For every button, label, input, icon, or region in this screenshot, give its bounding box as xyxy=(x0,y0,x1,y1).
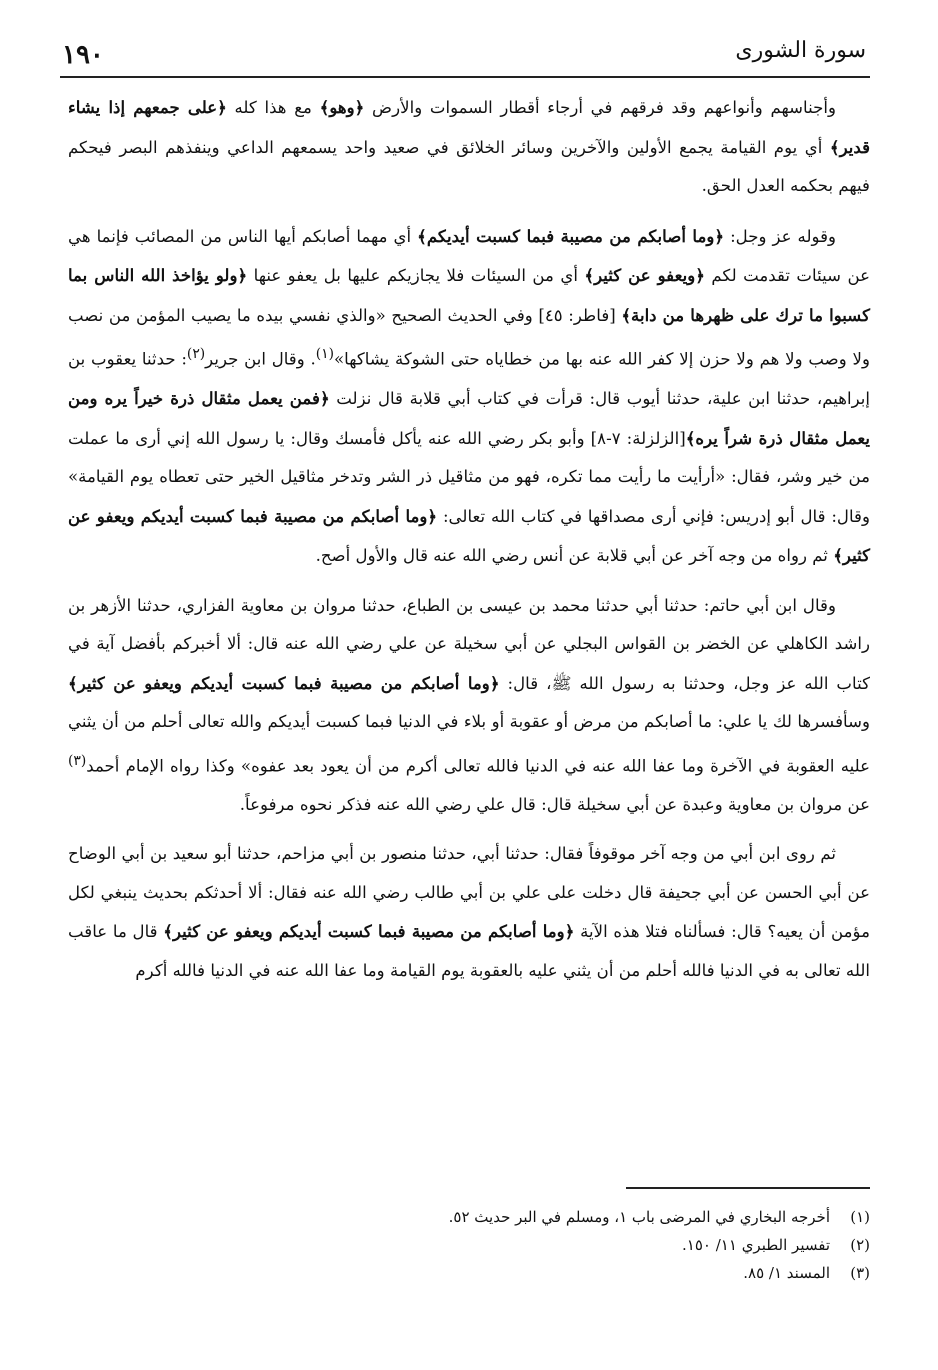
footnote-number: (١) xyxy=(850,1208,870,1226)
text-run: عن مروان بن معاوية وعبدة عن أبي سخيلة قال: قال علي رضي الله عنه فذكر نحوه مرفوعاً. xyxy=(239,794,870,814)
paragraph xyxy=(68,88,870,206)
footnote-ref: (١) xyxy=(315,346,335,362)
text-run: ثم رواه من وجه آخر عن أبي قلابة عن أنس رضي الله عنه قال والأول أصح. xyxy=(315,546,834,566)
text-run: وقوله عز وجل: xyxy=(724,226,837,246)
paragraph xyxy=(68,217,870,576)
footnote xyxy=(270,1231,870,1259)
footnote-number: (٣) xyxy=(850,1264,870,1282)
page-number: ١٩٠ xyxy=(62,40,104,70)
quran-verse: ﴿وما أصابكم من مصيبة فبما كسبت أيديكم ويعفو عن كثير﴾ xyxy=(68,505,870,566)
footnote-ref: (٣) xyxy=(68,752,87,769)
footnote-text: أخرجه البخاري في المرضى باب ١، ومسلم في البر حديث ٥٢. xyxy=(448,1208,830,1226)
footnote xyxy=(270,1203,870,1231)
quran-verse: ﴿وهو﴾ xyxy=(319,97,365,117)
text-run: . وقال ابن جرير xyxy=(205,349,316,369)
footnote xyxy=(270,1259,870,1287)
text-run: وقال ابن أبي حاتم: حدثنا أبي حدثنا محمد بن عيسى بن الطباع، حدثنا مروان بن معاوية الفزاري، حدثنا الأزهر بن راشد الكاهلي عن الخضر بن القواس البجلي عن أبي سخيلة عن علي رضي الله عنه قال: ألا أخبركم بأفضل آية في كتاب الله عز وجل، وحدثنا به رسول الله ﷺ، قال: xyxy=(68,595,870,693)
text-run: وأجناسهم وأنواعهم وقد فرقهم في أرجاء أقطار السموات والأرض xyxy=(364,98,836,117)
paragraph xyxy=(68,587,870,825)
main-text xyxy=(68,88,870,1001)
footnote-ref: (٢) xyxy=(186,346,206,362)
text-run: قال ما عاقب الله تعالى به في الدنيا فالله أحلم من أن يثني عليه بالعقوبة يوم القيامة وما عفا الله عنه في الدنيا فالله أكرم xyxy=(68,922,870,980)
quran-verse: ﴿وما أصابكم من مصيبة فبما كسبت أيديكم ويعفو عن كثير﴾ xyxy=(163,921,575,942)
quran-verse: ﴿وما أصابكم من مصيبة فبما كسبت أيديكم ويعفو عن كثير﴾ xyxy=(68,672,500,693)
footnotes xyxy=(270,1203,870,1287)
quran-verse: ﴿فمن يعمل مثقال ذرة خيراً يره ومن يعمل مثقال ذرة شراً يره﴾ xyxy=(68,388,870,448)
footnote-text: المسند ١/ ٨٥. xyxy=(743,1264,830,1282)
surah-title: سورة الشورى xyxy=(735,38,866,63)
text-run: أي يوم القيامة يجمع الأولين والآخرين وسائر الخلائق في صعيد واحد يسمعهم الداعي وينفذهم البصر فيحكم فيهم بحكمه العدل الحق. xyxy=(68,137,870,195)
text-run: وسأفسرها لك يا علي: ما أصابكم من مرض أو عقوبة أو بلاء في الدنيا فبما كسبت أيديكم والله تعالى أحلم من أن يثني عليه العقوبة في الآخرة وما عفا الله عنه في الدنيا فالله تعالى أكرم من أن يعود بعد عفوه» وكذا رواه الإمام أحمد xyxy=(68,712,870,776)
paragraph xyxy=(68,835,870,990)
footnote-divider xyxy=(626,1187,870,1189)
text-run: ثم روى ابن أبي من وجه آخر موقوفاً فقال: حدثنا أبي، حدثنا منصور بن أبي مزاحم، حدثنا أبو سعيد بن أبي الوضاح عن أبي الحسن عن أبي جحيفة قال دخلت على علي بن أبي طالب رضي الله عنه فقال: ألا أحدثكم بحديث ينبغي لكل مؤمن أن يعيه؟ قال: فسألناه فتلا هذه الآية xyxy=(68,844,870,942)
footnote-text: تفسير الطبري ١١/ ١٥٠. xyxy=(682,1236,830,1254)
text-run: أي من السيئات فلا يجازيكم عليها بل يعفو عنها xyxy=(247,266,585,285)
page-header xyxy=(60,20,870,78)
text-run: [فاطر: ٤٥] وفي الحديث الصحيح «والذي نفسي بيده ما يصيب المؤمن من نصب ولا وصب ولا هم ولا حزن إلا كفر الله عنه بها من خطاياه حتى الشوكة يشاكها» xyxy=(68,305,870,369)
quran-verse: ﴿ولو يؤاخذ الله الناس بما كسبوا ما ترك على ظهرها من دابة﴾ xyxy=(68,265,870,325)
text-run: [الزلزلة: ٧-٨] وأبو بكر رضي الله عنه يأكل فأمسك وقال: يا رسول الله إني أرى ما عملت من خير وشر، فقال: «أرأيت ما رأيت مما تكره، فهو من مثاقيل ذر الشر وتدخر مثاقيل الخير حتى تعطاه يوم القيامة» وقال: قال أبو إدريس: فإني أرى مصداقها في كتاب الله تعالى: xyxy=(68,428,870,526)
quran-verse: ﴿على جمعهم إذا يشاء قدير﴾ xyxy=(68,97,870,157)
footnote-number: (٢) xyxy=(850,1236,870,1254)
text-run: مع هذا كله xyxy=(226,98,320,117)
text-run: : حدثنا يعقوب بن إبراهيم، حدثنا ابن علية، حدثنا أيوب قال: قرأت في كتاب أبي قلابة قال نزلت xyxy=(68,349,870,409)
quran-verse: ﴿وما أصابكم من مصيبة فبما كسبت أيديكم﴾ xyxy=(417,225,725,246)
text-run: أي مهما أصابكم أيها الناس من المصائب فإنما هي عن سيئات تقدمت لكم xyxy=(68,226,870,285)
quran-verse: ﴿ويعفو عن كثير﴾ xyxy=(584,265,705,285)
